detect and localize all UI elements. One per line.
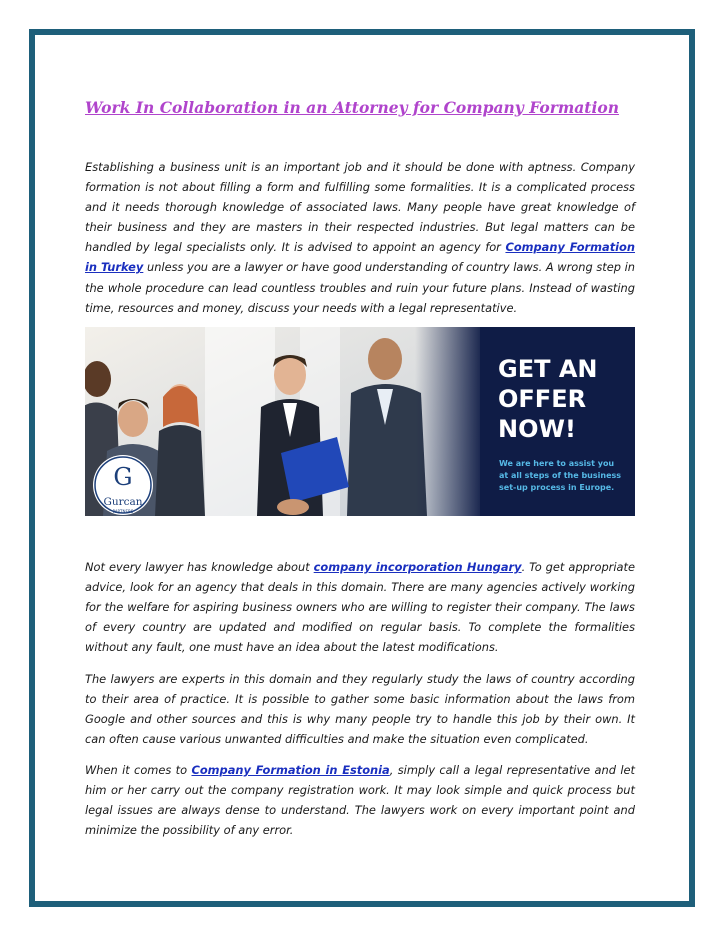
offer-headline-line-2: OFFER (498, 385, 587, 413)
link-company-formation-estonia[interactable]: Company Formation in Estonia (191, 763, 390, 777)
offer-subtext-line-2: at all steps of the business (499, 471, 622, 480)
paragraph-4-text-after: , simply call a legal representative and let him or her carry out the company registration work. It may look simple and quick process but legal issues are always dense to understand. The lawyers work on every important point and minimize the possibility of any error. (85, 763, 635, 838)
offer-subtext-line-1: We are here to assist you (499, 459, 615, 468)
paragraph-1-text-after: unless you are a lawyer or have good understanding of country laws. A wrong step in the whole procedure can lead countless troubles and ruin your future plans. Instead of wasting time, resources and money, discuss your needs with a legal representative. (85, 260, 635, 315)
link-company-formation-turkey[interactable]: Company Formation in Turkey (85, 240, 635, 275)
paragraph-1-text-before: Establishing a business unit is an important job and it should be done with aptness. Company formation is not about filling a form and fulfilling some formalities. It is a complicated process and it needs thorough knowledge of associated laws. Many people have great knowledge of their business and they are masters in their respected industries. But legal matters can be handled by legal specialists only. It is advised to appoint an agency for (85, 160, 635, 255)
logo-tagline: PARTNERS (112, 509, 134, 514)
offer-subtext-line-3: set-up process in Europe. (499, 483, 615, 492)
paragraph-2-text-before: Not every lawyer has knowledge about (85, 560, 314, 574)
paragraph-4 (85, 760, 635, 840)
document-content (85, 95, 635, 838)
logo-letter: G (113, 463, 133, 491)
get-an-offer-banner (85, 327, 635, 516)
paragraph-3: The lawyers are experts in this domain and they regularly study the laws of country according to their area of practice. It is possible to gather some basic information about the laws from Google and other sources and this is why many people try to handle this job by their own. It can often cause various unwanted difficulties and make the situation even complicated. (85, 672, 635, 747)
paragraph-1 (85, 157, 635, 318)
link-company-incorporation-hungary[interactable]: company incorporation Hungary (313, 560, 522, 574)
offer-headline-line-1: GET AN (498, 355, 598, 383)
document-title: Work In Collaboration in an Attorney for Company Formation (85, 98, 619, 117)
paragraph-2 (85, 557, 635, 657)
paragraph-2-text-after: . To get appropriate advice, look for an agency that deals in this domain. There are many agencies actively working for the welfare for aspiring business owners who are willing to register their company. The laws of every country are updated and modified on regular basis. To complete the formalities without any fault, one must have an idea about the latest modifications. (85, 560, 635, 655)
logo-name: Gurcan (103, 496, 143, 508)
paragraph-4-text-before: When it comes to (85, 763, 192, 777)
offer-headline-line-3: NOW! (498, 415, 576, 443)
banner-image (85, 327, 635, 516)
